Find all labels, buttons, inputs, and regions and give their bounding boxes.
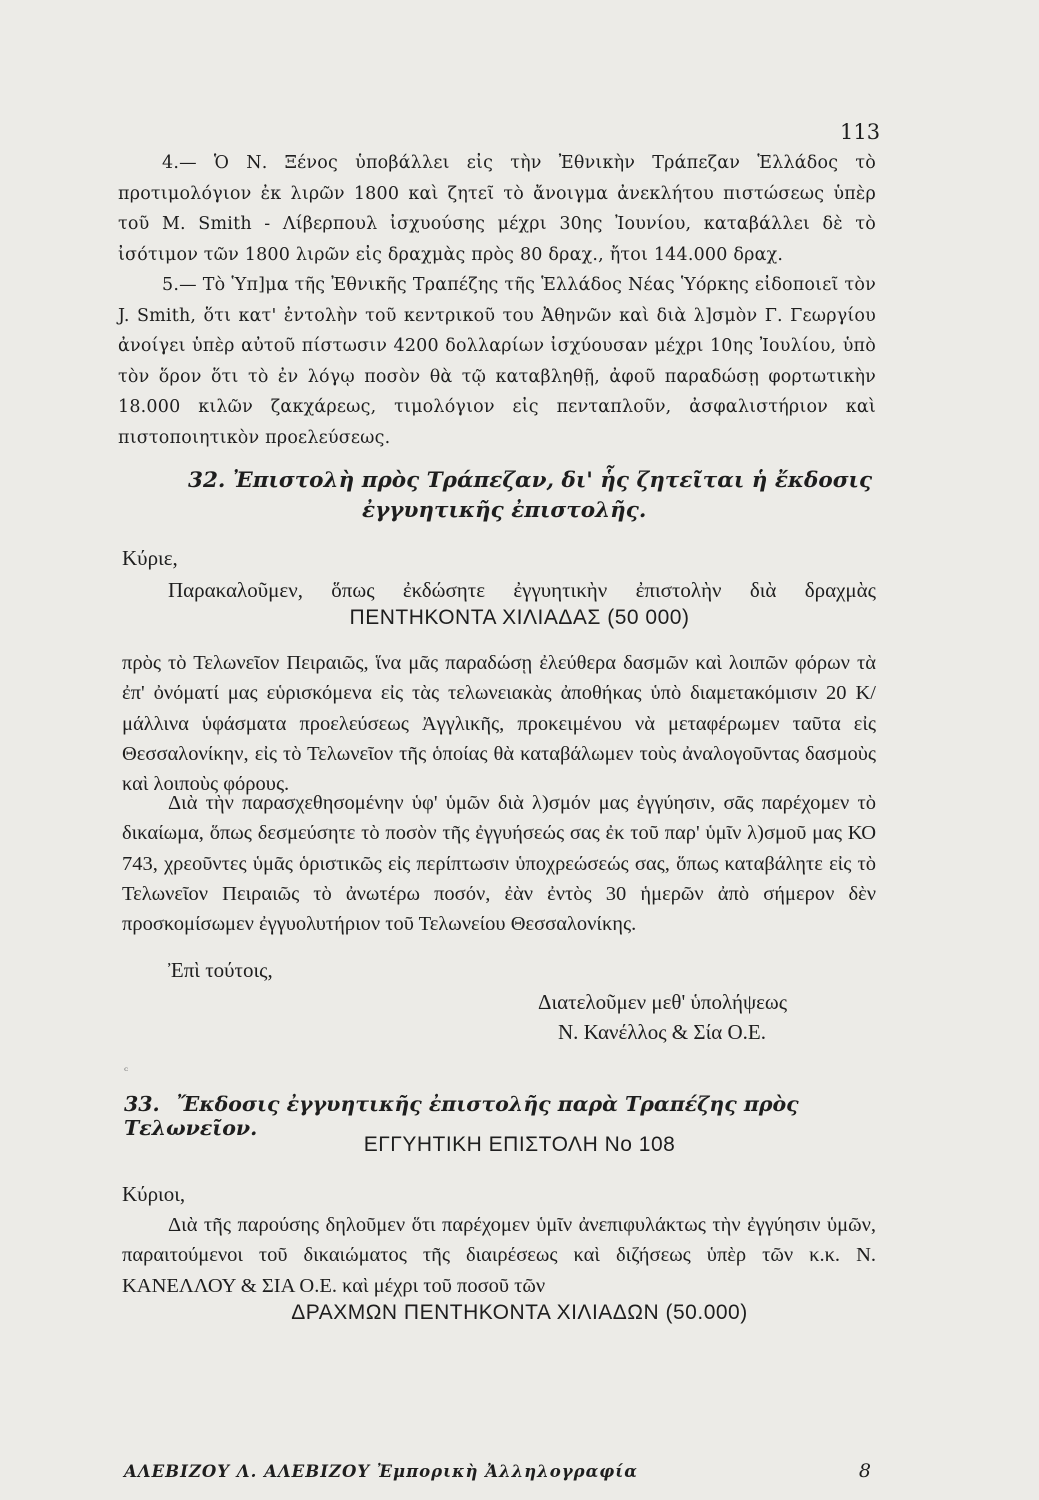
section-32-title-line2: ἐγγυητικῆς ἐπιστολῆς.: [362, 498, 647, 523]
section-33-number: 33.: [124, 1092, 160, 1116]
stray-mark: ᶜ: [124, 1064, 129, 1078]
section-33-salutation: Κύριοι,: [122, 1182, 186, 1206]
section-32-closing: Διατελοῦμεν μεθ' ὑπολήψεως: [538, 990, 788, 1014]
footer-signature-number: 8: [858, 1460, 872, 1482]
section-32-first-line: Παρακαλοῦμεν, ὅπως ἐκδώσητε ἐγγυητικὴν ἐπιστολὴν διὰ δραχμὰς: [168, 578, 876, 602]
section-32-title-line1: Ἐπιστολὴ πρὸς Τράπεζαν, δι' ἧς ζητεῖται ἡ ἔκδοσις: [233, 468, 873, 493]
section-33-letter-heading: ΕΓΓΥΗΤΙΚΗ ΕΠΙΣΤΟΛΗ Νο 108: [363, 1133, 676, 1156]
page-footer: [124, 1462, 872, 1481]
item-5-paragraph: 5.— Τὸ Ὑπ]μα τῆς Ἐθνικῆς Τραπέζης τῆς Ἑλλάδος Νέας Ὑόρκης εἰδοποιεῖ τὸν J. Smith, ὅτι κατ' ἐντολὴν τοῦ κεντρικοῦ του Ἀθηνῶν καὶ διὰ λ]σμὸν Γ. Γεωργίου ἀνοίγει ὑπὲρ αὐτοῦ πίστωσιν 4200 δολλαρίων ἰσχύουσαν μέχρι 10ης Ἰουλίου, ὑπὸ τὸν ὅρον ὅτι τὸ ἐν λόγῳ ποσὸν θὰ τῷ καταβληθῇ, ἀφοῦ παραδώσῃ φορτωτικὴν 18.000 κιλῶν ζακχάρεως, τιμολόγιον εἰς πενταπλοῦν, ἀσφαλιστήριον καὶ πιστοποιητικὸν προελεύσεως.: [118, 275, 876, 448]
section-32-amount: ΠΕΝΤΗΚΟΝΤΑ ΧΙΛΙΑΔΑΣ (50 000): [349, 606, 690, 629]
item-4-paragraph: 4.— Ὁ Ν. Ξένος ὑποβάλλει εἰς τὴν Ἐθνικὴν Τράπεζαν Ἑλλάδος τὸ προτιμολόγιον ἐκ λιρῶν 1800 καὶ ζητεῖ τὸ ἄνοιγμα ἀνεκλήτου πιστώσεως ὑπὲρ τοῦ Μ. Smith - Λίβερπουλ ἰσχυούσης μέχρι 30ης Ἰουνίου, καταβάλλει δὲ τὸ ἰσότιμον τῶν 1800 λιρῶν εἰς δραχμὰς πρὸς 80 δραχ., ἤτοι 144.000 δραχ.: [118, 153, 876, 265]
section-32-number: 32.: [188, 468, 226, 493]
section-33-paragraph-1: Διὰ τῆς παρούσης δηλοῦμεν ὅτι παρέχομεν ὑμῖν ἀνεπιφυλάκτως τὴν ἐγγύησιν ὑμῶν, παραιτούμενοι τοῦ δικαιώματος τῆς διαιρέσεως καὶ διζήσεως ὑπὲρ τῶν κ.κ. Ν. ΚΑΝΕΛΛΟΥ & ΣΙΑ Ο.Ε. καὶ μέχρι τοῦ ποσοῦ τῶν: [122, 1214, 876, 1297]
section-32-paragraph-2: Διὰ τὴν παρασχεθησομένην ὑφ' ὑμῶν διὰ λ)σμόν μας ἐγγύησιν, σᾶς παρέχομεν τὸ δικαίωμα, ὅπως δεσμεύσητε τὸ ποσὸν τῆς ἐγγυήσεώς σας ἐκ τοῦ παρ' ὑμῖν λ)σμοῦ μας ΚΟ 743, χρεοῦντες ὑμᾶς ὁριστικῶς εἰς περίπτωσιν ὑποχρεώσεώς σας, ὅπως καταβάλητε εἰς τὸ Τελωνεῖον Πειραιῶς τὸ ἀνωτέρω ποσόν, ἐὰν ἐντὸς 30 ἡμερῶν ἀπὸ σήμερον δὲν προσκομίσωμεν ἐγγυολυτήριον τοῦ Τελωνείου Θεσσαλονίκης.: [122, 792, 876, 936]
section-32-closing-intro: Ἐπὶ τούτοις,: [168, 958, 273, 982]
page-number: 113: [840, 120, 881, 144]
section-32-paragraph-1: πρὸς τὸ Τελωνεῖον Πειραιῶς, ἵνα μᾶς παραδώσῃ ἐλεύθερα δασμῶν καὶ λοιπῶν φόρων τὰ ἐπ' ὀνόματί μας εὑρισκόμενα εἰς τὰς τελωνειακὰς ἀποθήκας ὑπὸ διαμετακόμισιν 20 Κ/μάλλινα ὑφάσματα προελεύσεως Ἀγγλικῆς, προκειμένου νὰ μεταφέρωμεν ταῦτα εἰς Θεσσαλονίκην, εἰς τὸ Τελωνεῖον τῆς ὁποίας θὰ καταβάλωμεν τοὺς ἀναλογοῦντας δασμοὺς καὶ λοιποὺς φόρους.: [122, 652, 876, 796]
footer-author-title: ΑΛΕΒΙΖΟΥ Λ. ΑΛΕΒΙΖΟΥ Ἐμπορικὴ Ἀλληλογραφία: [124, 1462, 638, 1481]
section-32-salutation: Κύριε,: [122, 546, 178, 570]
section-32-signature: Ν. Κανέλλος & Σία Ο.Ε.: [558, 1020, 767, 1044]
section-33-title: Ἔκδοσις ἐγγυητικῆς ἐπιστολῆς παρὰ Τραπέζης πρὸς Τελωνεῖον.: [124, 1092, 799, 1140]
section-33-amount: ΔΡΑΧΜΩΝ ΠΕΝΤΗΚΟΝΤΑ ΧΙΛΙΑΔΩΝ (50.000): [291, 1301, 748, 1324]
